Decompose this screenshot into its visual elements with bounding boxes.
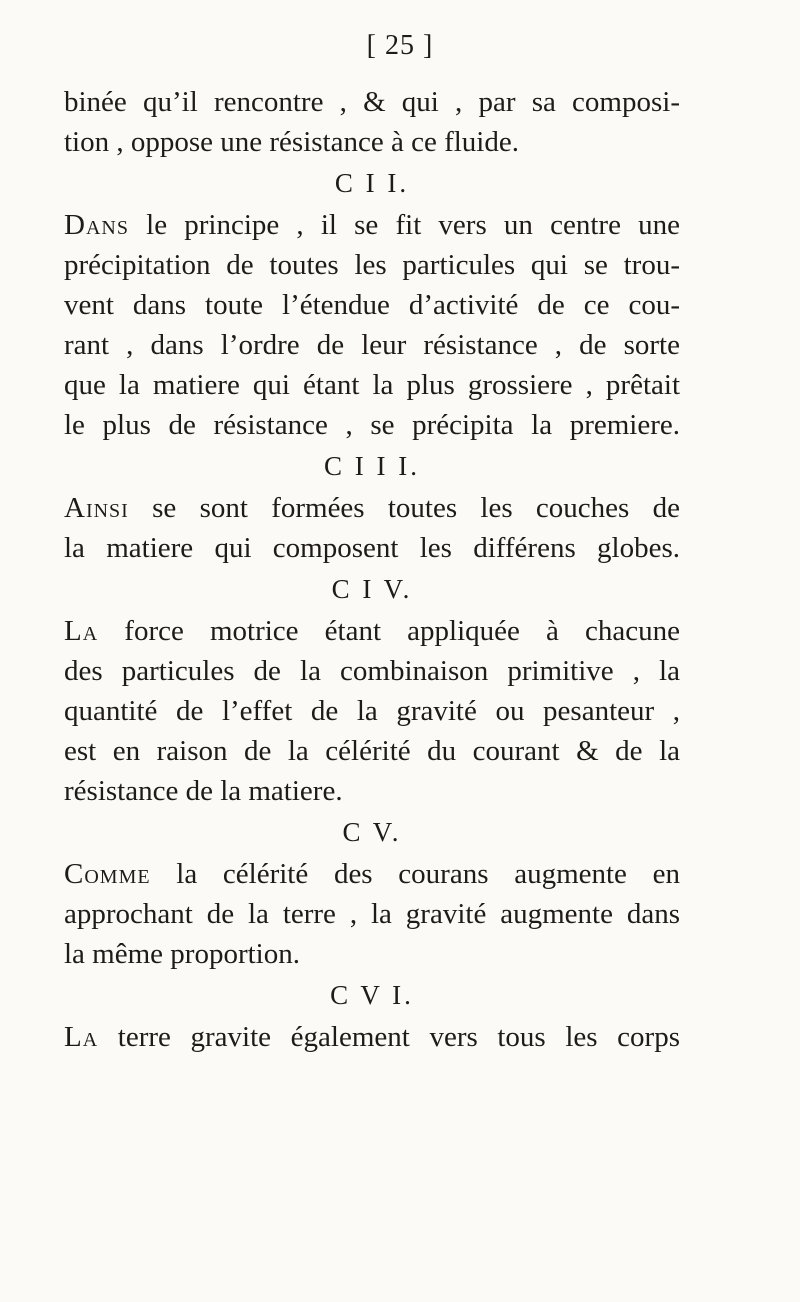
text-line: le plus de résistance , se précipita la premiere. <box>64 409 680 441</box>
section-heading-cvi: C V I. <box>330 980 414 1010</box>
lead-word: Dans <box>64 209 129 241</box>
text-line: est en raison de la célérité du courant & de la <box>64 735 680 767</box>
lead-word: La <box>64 1021 99 1053</box>
line-rest: force motrice étant appliquée à chacune <box>98 615 680 647</box>
text-line: résistance de la matiere. <box>64 775 343 807</box>
section-heading-civ: C I V. <box>331 574 413 604</box>
line-rest: la célérité des courans augmente en <box>150 858 680 890</box>
lead-word: La <box>64 615 99 647</box>
text-line <box>64 205 680 245</box>
text-line <box>64 611 680 651</box>
text-line <box>64 854 680 894</box>
text-line <box>64 1017 680 1057</box>
line-rest: terre gravite également vers tous les corps <box>98 1021 680 1053</box>
line-rest: le principe , il se fit vers un centre une <box>128 209 680 241</box>
section-heading-cii: C I I. <box>334 168 410 198</box>
text-line <box>64 488 680 528</box>
text-line: la matiere qui composent les différens globes. <box>64 532 680 564</box>
text-line: que la matiere qui étant la plus grossiere , prêtait <box>64 369 680 401</box>
page-number: [ 25 ] <box>366 30 434 61</box>
text-line: binée qu’il rencontre , & qui , par sa composi- <box>64 86 680 118</box>
text-line: quantité de l’effet de la gravité ou pesanteur , <box>64 695 680 727</box>
lead-word: Comme <box>64 858 151 890</box>
lead-word: Ainsi <box>64 492 129 524</box>
line-rest: se sont formées toutes les couches de <box>128 492 680 524</box>
text-line: la même proportion. <box>64 938 300 970</box>
text-line: précipitation de toutes les particules qui se trou- <box>64 249 680 281</box>
text-line: des particules de la combinaison primitive , la <box>64 655 680 687</box>
text-line: approchant de la terre , la gravité augmente dans <box>64 898 680 930</box>
text-line: tion , oppose une résistance à ce fluide. <box>64 126 519 158</box>
text-line: vent dans toute l’étendue d’activité de ce cou- <box>64 289 680 321</box>
section-heading-ciii: C I I I. <box>324 451 420 481</box>
section-heading-cv: C V. <box>342 817 402 847</box>
page-text <box>64 82 680 1057</box>
text-line: rant , dans l’ordre de leur résistance , de sorte <box>64 329 680 361</box>
